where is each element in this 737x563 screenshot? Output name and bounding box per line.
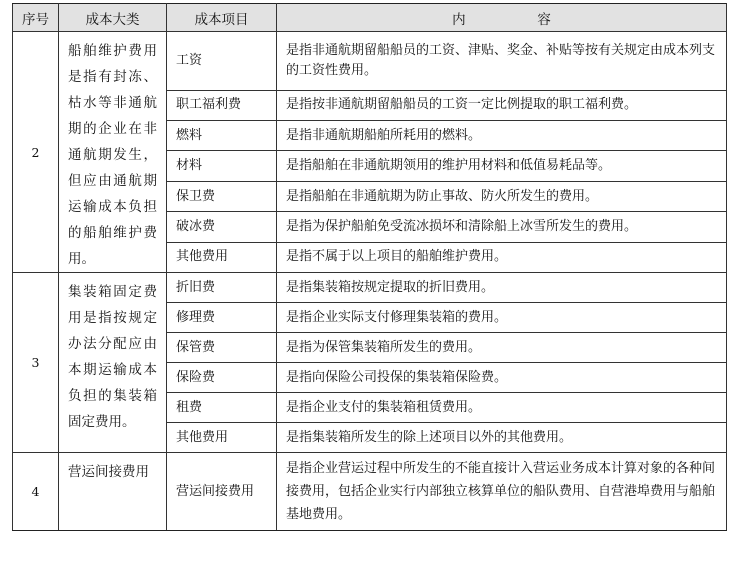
row-item: 工资 xyxy=(167,32,277,91)
row-item: 破冰费 xyxy=(167,212,277,242)
row-item: 营运间接费用 xyxy=(167,453,277,531)
cost-table xyxy=(12,3,727,531)
row-item: 材料 xyxy=(167,151,277,181)
row-item: 修理费 xyxy=(167,303,277,333)
row-content: 是指企业实际支付修理集装箱的费用。 xyxy=(277,303,727,333)
table-row xyxy=(13,273,727,303)
row-content: 是指向保险公司投保的集装箱保险费。 xyxy=(277,363,727,393)
row-seq: 3 xyxy=(13,273,59,453)
row-content: 是指按非通航期留船船员的工资一定比例提取的职工福利费。 xyxy=(277,90,727,120)
header-row xyxy=(13,4,727,32)
row-content: 是指集装箱所发生的除上述项目以外的其他费用。 xyxy=(277,423,727,453)
header-seq: 序号 xyxy=(13,4,59,32)
header-category: 成本大类 xyxy=(59,4,167,32)
row-item: 租费 xyxy=(167,393,277,423)
row-content: 是指为保护船舶免受流冰损坏和清除船上冰雪所发生的费用。 xyxy=(277,212,727,242)
header-item: 成本项目 xyxy=(167,4,277,32)
row-item: 职工福利费 xyxy=(167,90,277,120)
row-item: 其他费用 xyxy=(167,423,277,453)
row-content: 是指集装箱按规定提取的折旧费用。 xyxy=(277,273,727,303)
row-category: 营运间接费用 xyxy=(59,453,167,531)
row-content: 是指船舶在非通航期领用的维护用材料和低值易耗品等。 xyxy=(277,151,727,181)
row-seq: 2 xyxy=(13,32,59,273)
row-seq: 4 xyxy=(13,453,59,531)
row-item: 折旧费 xyxy=(167,273,277,303)
row-content: 是指非通航期船舶所耗用的燃料。 xyxy=(277,121,727,151)
row-category: 船舶维护费用是指有封冻、枯水等非通航期的企业在非通航期发生，但应由通航期运输成本负担的船舶维护费用。 xyxy=(59,32,167,273)
table-row xyxy=(13,453,727,531)
table-row xyxy=(13,32,727,91)
row-content: 是指为保管集装箱所发生的费用。 xyxy=(277,333,727,363)
row-content: 是指企业营运过程中所发生的不能直接计入营运业务成本计算对象的各种间接费用，包括企业实行内部独立核算单位的船队费用、自营港埠费用与船舶基地费用。 xyxy=(277,453,727,531)
row-item: 其他费用 xyxy=(167,242,277,272)
row-category: 集装箱固定费用是指按规定办法分配应由本期运输成本负担的集装箱固定费用。 xyxy=(59,273,167,453)
row-item: 保卫费 xyxy=(167,181,277,211)
row-content: 是指船舶在非通航期为防止事故、防火所发生的费用。 xyxy=(277,181,727,211)
header-content: 内 容 xyxy=(277,4,727,32)
row-content: 是指企业支付的集装箱租赁费用。 xyxy=(277,393,727,423)
row-content: 是指不属于以上项目的船舶维护费用。 xyxy=(277,242,727,272)
row-item: 燃料 xyxy=(167,121,277,151)
row-item: 保管费 xyxy=(167,333,277,363)
row-content: 是指非通航期留船船员的工资、津贴、奖金、补贴等按有关规定由成本列支的工资性费用。 xyxy=(277,32,727,91)
row-item: 保险费 xyxy=(167,363,277,393)
